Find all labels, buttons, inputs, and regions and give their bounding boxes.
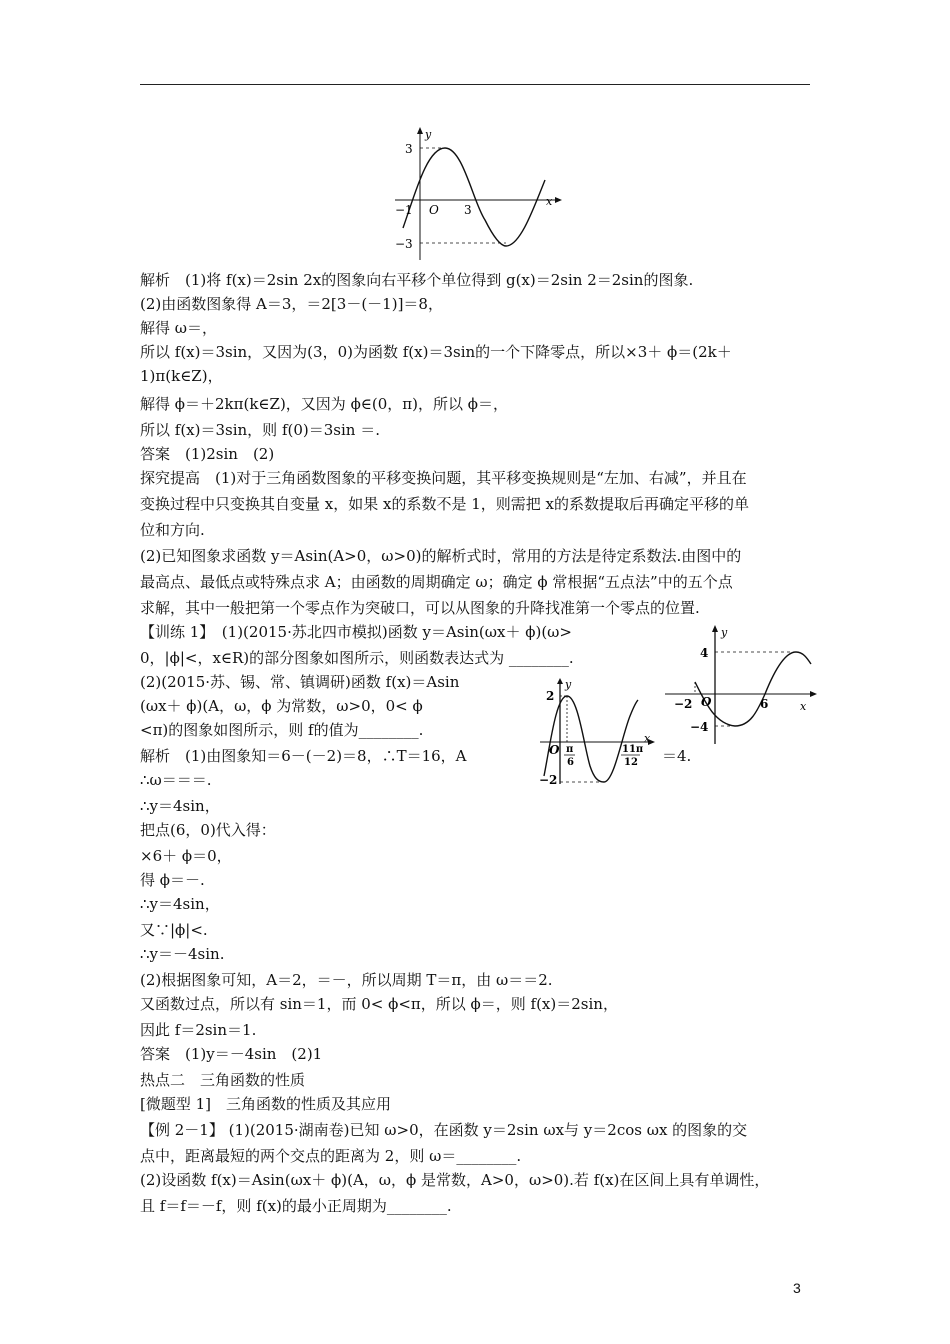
graph2-y-bottom: −4 [690,720,709,734]
text-line: 解得 ϕ＝＋2kπ(k∈Z)，又因为 ϕ∈(0，π)，所以 ϕ＝， [140,395,508,413]
text-line: 最高点、最低点或特殊点求 A；由函数的周期确定 ω；确定 ϕ 常根据“五点法”中的五个点 [140,573,733,591]
text-line: 因此 f＝2sin＝1. [140,1021,257,1039]
text-line: 0，|ϕ|<，x∈R)的部分图象如图所示，则函数表达式为 ________. [140,649,574,667]
text-line: (2)由函数图象得 A＝3，＝2[3－(－1)]＝8， [140,295,443,313]
text-line: 【训练 1】 (1)(2015·苏北四市模拟)函数 y＝Asin(ωx＋ ϕ)(ω> [140,623,572,641]
graph3-origin: O [549,743,560,757]
text-line: 所以 f(x)＝3sin，则 f(0)＝3sin ＝. [140,421,380,439]
text-line: 又∵|ϕ|<. [140,921,208,939]
text-line: 把点(6，0)代入得： [140,821,276,839]
text-line: (ωx＋ ϕ)(A，ω，ϕ 为常数，ω>0，0< ϕ [140,697,423,715]
text-line: 又函数过点，所以有 sin＝1，而 0< ϕ<π，所以 ϕ＝，则 f(x)＝2sin， [140,995,618,1013]
page-number: 3 [793,1280,801,1296]
graph3-x-label: x [644,732,651,745]
text-line: 解析 (1)由图象知＝6－(－2)＝8，∴T＝16，A [140,747,467,765]
graph2-y-top: 4 [700,646,709,660]
graph1-x-mid: 3 [464,203,472,217]
graph1-y-top: 3 [405,142,413,156]
text-line: ∴y＝4sin， [140,797,220,815]
graph1-x-label: x [546,195,553,208]
sine-graph-3 [530,676,660,786]
graph1-y-bottom: −3 [395,237,413,251]
text-line: ×6＋ ϕ＝0， [140,847,232,865]
graph3-y-bottom: −2 [539,773,558,786]
text-line: 【例 2－1】 (1)(2015·湖南卷)已知 ω>0，在函数 y＝2sin ωx与 y＝2cos ωx 的图象的交 [140,1121,748,1139]
text-line: 解得 ω＝， [140,319,217,337]
graph2-x-label: x [800,700,807,713]
graph2-origin: O [701,695,712,709]
text-line: 位和方向. [140,521,205,539]
graph3-y-label: y [565,678,572,691]
text-line: <π)的图象如图所示，则 f的值为________. [140,721,424,739]
text-line: 所以 f(x)＝3sin，又因为(3，0)为函数 f(x)＝3sin的一个下降零点，所以×3＋ ϕ＝(2k＋ [140,343,732,361]
text-line-tail: ＝4. [662,747,692,765]
graph2-x-left: −2 [674,697,693,711]
text-line: 求解，其中一般把第一个零点作为突破口，可以从图象的升降找准第一个零点的位置. [140,599,700,617]
header-rule [140,84,810,85]
text-line: 1)π(k∈Z)， [140,367,223,385]
graph3-x-pi-num: π [566,744,574,755]
graph3-x-11-num: 11π [622,744,644,755]
subsection-heading: [微题型 1] 三角函数的性质及其应用 [140,1095,392,1113]
sine-graph-2 [660,622,820,747]
text-line: (2)(2015·苏、锡、常、镇调研)函数 f(x)＝Asin [140,673,460,691]
text-line: 探究提高 (1)对于三角函数图象的平移变换问题，其平移变换规则是“左加、右减”，并且在 [140,469,747,487]
text-line: (2)已知图象求函数 y＝Asin(A>0，ω>0)的解析式时，常用的方法是待定系数法.由图中的 [140,547,742,565]
graph1-x-left: −1 [395,203,413,217]
text-line: ∴y＝－4sin. [140,945,225,963]
graph2-x-mid: 6 [760,697,769,711]
text-line: 点中，距离最短的两个交点的距离为 2，则 ω＝________. [140,1147,522,1165]
graph3-x-11-den: 12 [624,757,638,768]
text-line: 得 ϕ＝－. [140,871,205,889]
text-line: 且 f＝f＝－f，则 f(x)的最小正周期为________. [140,1197,452,1215]
sine-graph-1 [385,124,570,264]
section-heading: 热点二 三角函数的性质 [140,1071,306,1089]
graph2-y-label: y [721,626,728,639]
graph3-x-pi-den: 6 [567,757,574,768]
text-line: 解析 (1)将 f(x)＝2sin 2x的图象向右平移个单位得到 g(x)＝2sin 2＝2sin的图象. [140,271,694,289]
answer-line: 答案 (1)y＝－4sin (2)1 [140,1045,323,1063]
graph1-origin: O [429,203,439,217]
text-line: ∴y＝4sin， [140,895,220,913]
text-line: (2)根据图象可知，A＝2，＝－，所以周期 T＝π，由 ω＝＝2. [140,971,553,989]
text-line: 变换过程中只变换其自变量 x，如果 x的系数不是 1，则需把 x的系数提取后再确定平移的单 [140,495,749,513]
graph3-y-top: 2 [546,689,555,703]
text-line: ∴ω＝＝＝. [140,771,212,789]
graph1-y-label: y [425,128,432,141]
text-line: (2)设函数 f(x)＝Asin(ωx＋ ϕ)(A，ω，ϕ 是常数，A>0，ω>0).若 f(x)在区间上具有单调性， [140,1171,770,1189]
answer-line: 答案 (1)2sin (2) [140,445,275,463]
